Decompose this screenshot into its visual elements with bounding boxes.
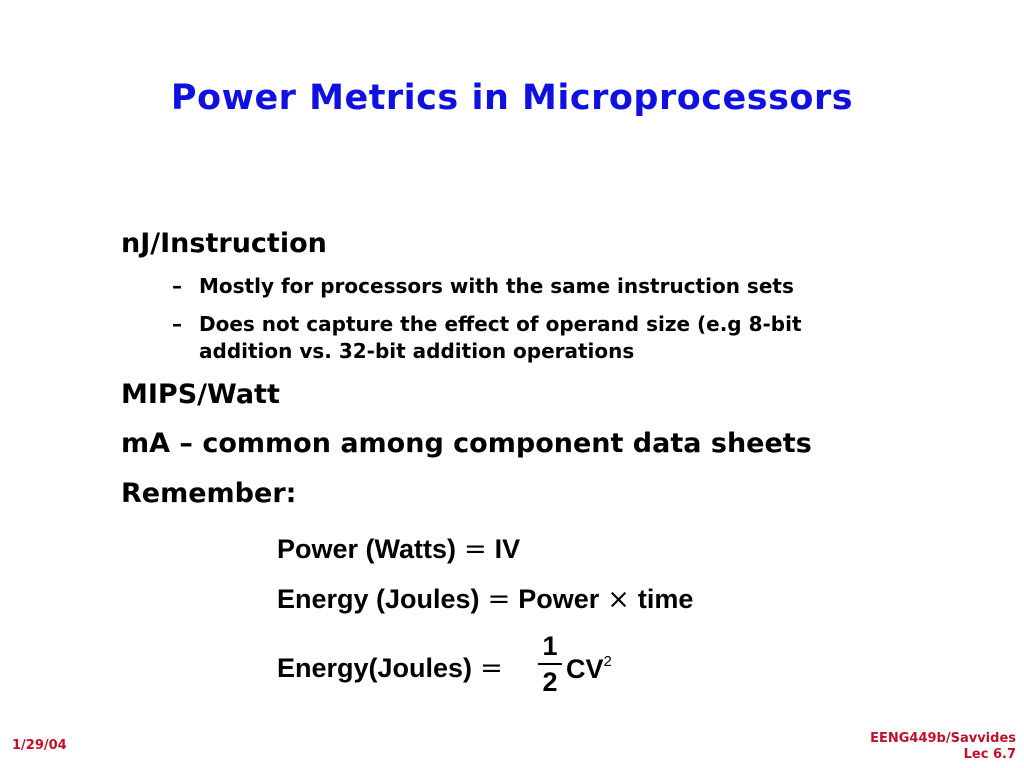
exponent: 2 (603, 653, 612, 670)
dash-marker: – (172, 312, 182, 336)
sub-bullet-operand-size (172, 311, 899, 365)
equals-sign: = (487, 584, 511, 615)
fraction-bar (538, 663, 562, 665)
equation-lhs: Energy (Joules) (277, 584, 480, 614)
equals-sign: = (464, 534, 487, 565)
fraction-denominator: 2 (542, 667, 558, 697)
equation-power (277, 534, 520, 565)
equation-lhs: Power (Watts) (277, 534, 457, 564)
bullet-nj-instruction: nJ/Instruction (121, 228, 327, 259)
footer-date: 1/29/04 (12, 738, 67, 753)
sub-bullet-text: Does not capture the effect of operand size (e.g 8-bit addition vs. 32-bit addition operations (199, 312, 802, 363)
bullet-remember: Remember: (121, 478, 297, 509)
equation-cv-squared (566, 653, 612, 685)
sub-bullet-text: Mostly for processors with the same instruction sets (199, 274, 794, 298)
equation-rhs-time: time (637, 584, 694, 614)
footer-course: EENG449b/Savvides (870, 731, 1016, 746)
times-sign: × (607, 584, 630, 615)
equation-rhs-power: Power (518, 584, 600, 614)
equation-energy (277, 584, 693, 615)
footer-course-info (870, 731, 1016, 763)
dash-marker: – (172, 274, 182, 298)
equation-rhs: CV (566, 654, 604, 684)
equation-lhs: Energy(Joules) (277, 653, 473, 683)
footer-lecture: Lec 6.7 (963, 747, 1016, 762)
slide-title: Power Metrics in Microprocessors (170, 78, 854, 118)
fraction-numerator: 1 (542, 631, 558, 661)
sub-bullet-same-instruction-sets (172, 273, 899, 300)
equals-sign: = (480, 653, 503, 684)
bullet-ma-data-sheets: mA – common among component data sheets (121, 428, 812, 459)
fraction-one-half (538, 630, 562, 698)
equation-energy-capacitance (277, 653, 511, 684)
bullet-mips-watt: MIPS/Watt (121, 379, 280, 410)
equation-rhs: IV (494, 534, 521, 564)
